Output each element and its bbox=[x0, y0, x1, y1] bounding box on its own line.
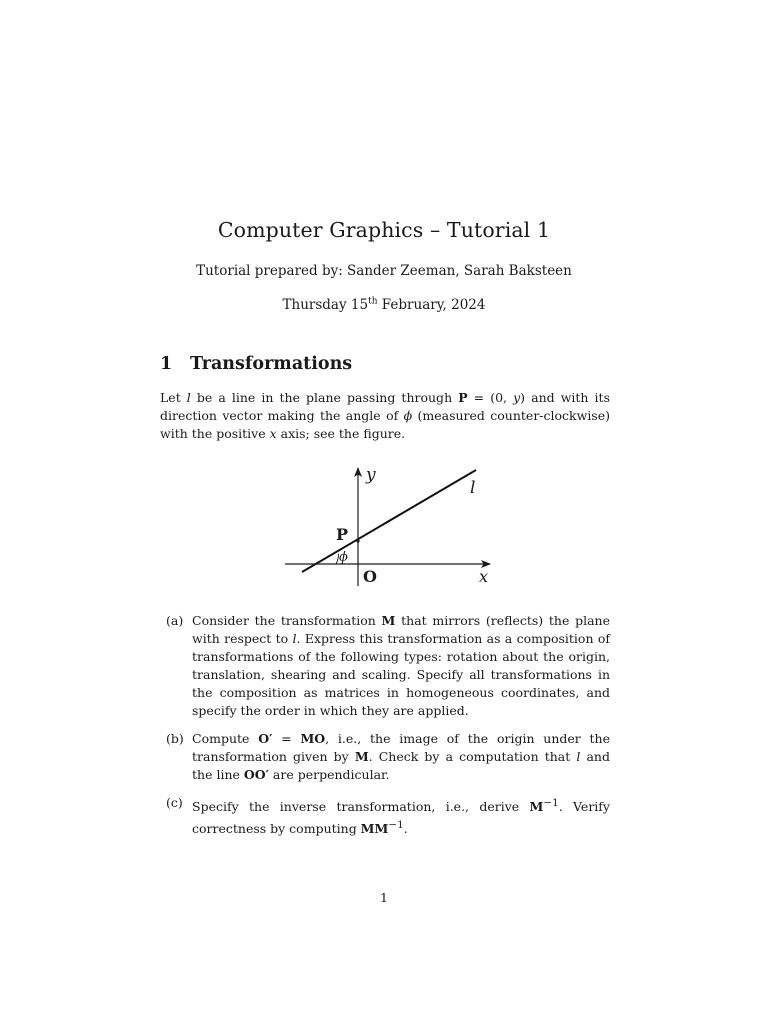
figure-svg bbox=[280, 460, 500, 590]
date-line bbox=[0, 296, 768, 314]
item-label: (b) bbox=[166, 731, 184, 746]
intro-text: be a line in the plane passing through bbox=[190, 390, 459, 405]
intro-text: = (0, bbox=[467, 390, 514, 405]
exercise-list bbox=[160, 612, 610, 848]
section-title: Transformations bbox=[190, 354, 353, 374]
point-P-dot bbox=[356, 539, 359, 542]
math-l: l bbox=[576, 749, 581, 764]
section-number: 1 bbox=[160, 354, 173, 374]
item-text: . Verify correctness by computing bbox=[192, 799, 610, 837]
date-rest: February, 2024 bbox=[377, 297, 486, 313]
item-text: Specify the inverse transformation, i.e., derive bbox=[192, 799, 530, 815]
math-phi: ϕ bbox=[403, 408, 413, 423]
item-text: that mirrors (reflects) the plane with respect to bbox=[192, 613, 610, 646]
item-text: , i.e., the image of the origin under the transformation given by bbox=[192, 731, 611, 764]
page-number: 1 bbox=[380, 890, 388, 905]
item-text: Compute bbox=[192, 731, 259, 746]
intro-text: ) and with its direction vector making the angle of bbox=[160, 390, 610, 423]
intro-paragraph bbox=[160, 389, 610, 443]
math-x: x bbox=[269, 426, 277, 441]
exercise-item-a bbox=[160, 612, 610, 720]
math-l: l bbox=[292, 631, 297, 646]
math-OO-prime: OO′ bbox=[243, 767, 269, 782]
intro-text: axis; see the figure. bbox=[276, 426, 406, 441]
document-title: Computer Graphics – Tutorial 1 bbox=[217, 218, 551, 242]
math-l: l bbox=[186, 390, 191, 405]
math-superscript: −1 bbox=[388, 819, 404, 832]
item-label: (a) bbox=[166, 613, 184, 628]
math-MO: MO bbox=[300, 731, 326, 746]
point-P-label: P bbox=[336, 525, 349, 544]
x-axis-label: x bbox=[479, 567, 489, 586]
math-M: M bbox=[354, 749, 369, 764]
section-heading bbox=[160, 352, 352, 376]
item-text: . bbox=[403, 821, 408, 837]
authors-line: Tutorial prepared by: Sander Zeeman, Sarah Baksteen bbox=[196, 263, 572, 279]
intro-text: (measured counter-clockwise) with the positive bbox=[160, 408, 611, 441]
line-figure bbox=[280, 460, 500, 590]
item-text: Consider the transformation bbox=[192, 613, 382, 628]
origin-O-label: O bbox=[363, 567, 377, 586]
item-text: . Check by a computation that bbox=[368, 749, 577, 764]
math-M-inverse: M bbox=[529, 799, 544, 815]
exercise-item-c bbox=[160, 794, 610, 838]
math-y: y bbox=[513, 390, 521, 405]
item-text: . Express this transformation as a composition of transformations of the following types: rotation about the origin, translation, shearing and scaling. Specify all transformations in the composition as matrices in homogeneous coordinates, and specify the order in which they are applied. bbox=[192, 631, 610, 718]
item-text: are perpendicular. bbox=[268, 767, 390, 782]
math-P: P bbox=[458, 390, 468, 405]
math-O-prime: O′ bbox=[258, 731, 273, 746]
exercise-item-b bbox=[160, 730, 610, 784]
math-MM-inverse: MM bbox=[360, 821, 389, 837]
line-l bbox=[302, 470, 476, 572]
intro-text: Let bbox=[160, 390, 187, 405]
item-text: and the line bbox=[192, 749, 610, 782]
item-label: (c) bbox=[166, 795, 183, 810]
math-superscript: −1 bbox=[543, 797, 559, 809]
date-ordinal: th bbox=[368, 296, 378, 307]
phi-label: ϕ bbox=[339, 550, 348, 565]
date-day: Thursday 15 bbox=[282, 297, 369, 313]
item-text: = bbox=[272, 731, 301, 746]
line-l-label: l bbox=[470, 478, 476, 498]
y-axis-label: y bbox=[366, 465, 376, 485]
math-M: M bbox=[381, 613, 396, 628]
